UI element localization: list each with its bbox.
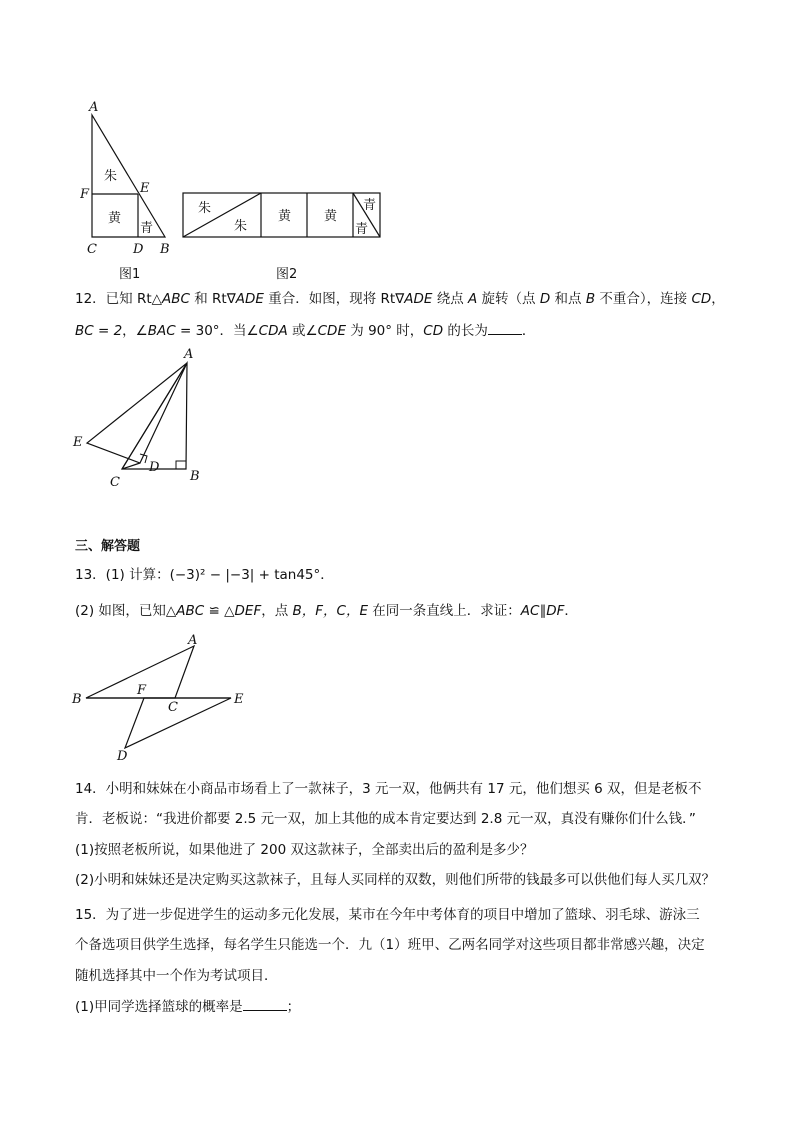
fig3-label-c: C bbox=[110, 475, 120, 490]
q13-part-2: (2) 如图，已知△ABC ≌ △DEF，点 B，F，C，E 在同一条直线上．求证：AC∥DF． bbox=[75, 603, 578, 619]
figure-2 bbox=[180, 190, 385, 242]
fig4-label-d: D bbox=[117, 749, 128, 764]
fig1-label-c: C bbox=[87, 242, 97, 257]
fig2-qing-top: 青 bbox=[363, 198, 377, 213]
fig2-caption: 图2 bbox=[276, 267, 298, 282]
q13-part-1: 13．(1) 计算：(−3)² − |−3| + tan45°． bbox=[75, 567, 334, 583]
q15-line-4: (1)甲同学选择篮球的概率是 ； bbox=[75, 999, 301, 1015]
fig3-label-e: E bbox=[73, 435, 83, 450]
fig4-label-b: B bbox=[72, 692, 82, 707]
fig1-label-a: A bbox=[89, 100, 99, 115]
fig1-qing: 青 bbox=[140, 221, 154, 236]
q12-line-1: 12．已知 Rt△ABC 和 Rt∇ADE 重合．如图，现将 Rt∇ADE 绕点 A 旋转（点 D 和点 B 不重合），连接 CD， bbox=[75, 291, 725, 307]
q15-answer-blank bbox=[243, 998, 287, 1011]
fig1-huang: 黄 bbox=[108, 211, 122, 226]
fig2-huang-1: 黄 bbox=[278, 209, 292, 224]
fig4-label-c: C bbox=[168, 700, 178, 715]
fig3-label-a: A bbox=[184, 347, 194, 362]
figure-3 bbox=[70, 343, 220, 493]
fig1-label-d: D bbox=[133, 242, 144, 257]
figure-4 bbox=[68, 632, 258, 767]
q15-line-1: 15．为了进一步促进学生的运动多元化发展，某市在今年中考体育的项目中增加了篮球、羽毛球、游泳三 bbox=[75, 907, 700, 923]
q15-line-2: 个备选项目供学生选择，每名学生只能选一个．九（1）班甲、乙两名同学对这些项目都非常感兴趣，决定 bbox=[75, 937, 705, 953]
figure-1 bbox=[80, 98, 180, 258]
q15-line-3: 随机选择其中一个作为考试项目． bbox=[75, 968, 278, 984]
fig1-label-b: B bbox=[160, 242, 170, 257]
fig3-label-d: D bbox=[149, 460, 160, 475]
q14-line-4: (2)小明和妹妹还是决定购买这款袜子，且每人买同样的双数，则他们所带的钱最多可以供他们每人买几双？ bbox=[75, 872, 716, 888]
fig4-label-e: E bbox=[234, 692, 244, 707]
q14-line-3: (1)按照老板所说，如果他进了 200 双这款袜子，全部卖出后的盈利是多少？ bbox=[75, 842, 534, 858]
fig3-label-b: B bbox=[190, 469, 200, 484]
section-heading: 三、解答题 bbox=[75, 539, 141, 554]
q12-line-2: BC = 2，∠BAC = 30°．当∠CDA 或∠CDE 为 90° 时，CD 的长为 ． bbox=[75, 323, 536, 339]
fig1-label-e: E bbox=[140, 181, 150, 196]
fig1-caption: 图1 bbox=[119, 267, 141, 282]
q12-answer-blank bbox=[488, 322, 522, 335]
fig4-label-a: A bbox=[188, 633, 198, 648]
fig2-zhu-bottom: 朱 bbox=[234, 219, 248, 234]
fig2-huang-2: 黄 bbox=[324, 209, 338, 224]
fig4-label-f: F bbox=[137, 683, 147, 698]
q14-line-2: 肯．老板说：“我进价都要 2.5 元一双，加上其他的成本肯定要达到 2.8 元一双，真没有赚你们什么钱．” bbox=[75, 811, 696, 827]
fig1-zhu: 朱 bbox=[104, 169, 118, 184]
fig2-qing-bottom: 青 bbox=[355, 222, 369, 237]
fig2-zhu-top: 朱 bbox=[198, 201, 212, 216]
fig1-label-f: F bbox=[80, 187, 90, 202]
q14-line-1: 14．小明和妹妹在小商品市场看上了一款袜子，3 元一双，他俩共有 17 元，他们想买 6 双，但是老板不 bbox=[75, 781, 702, 797]
